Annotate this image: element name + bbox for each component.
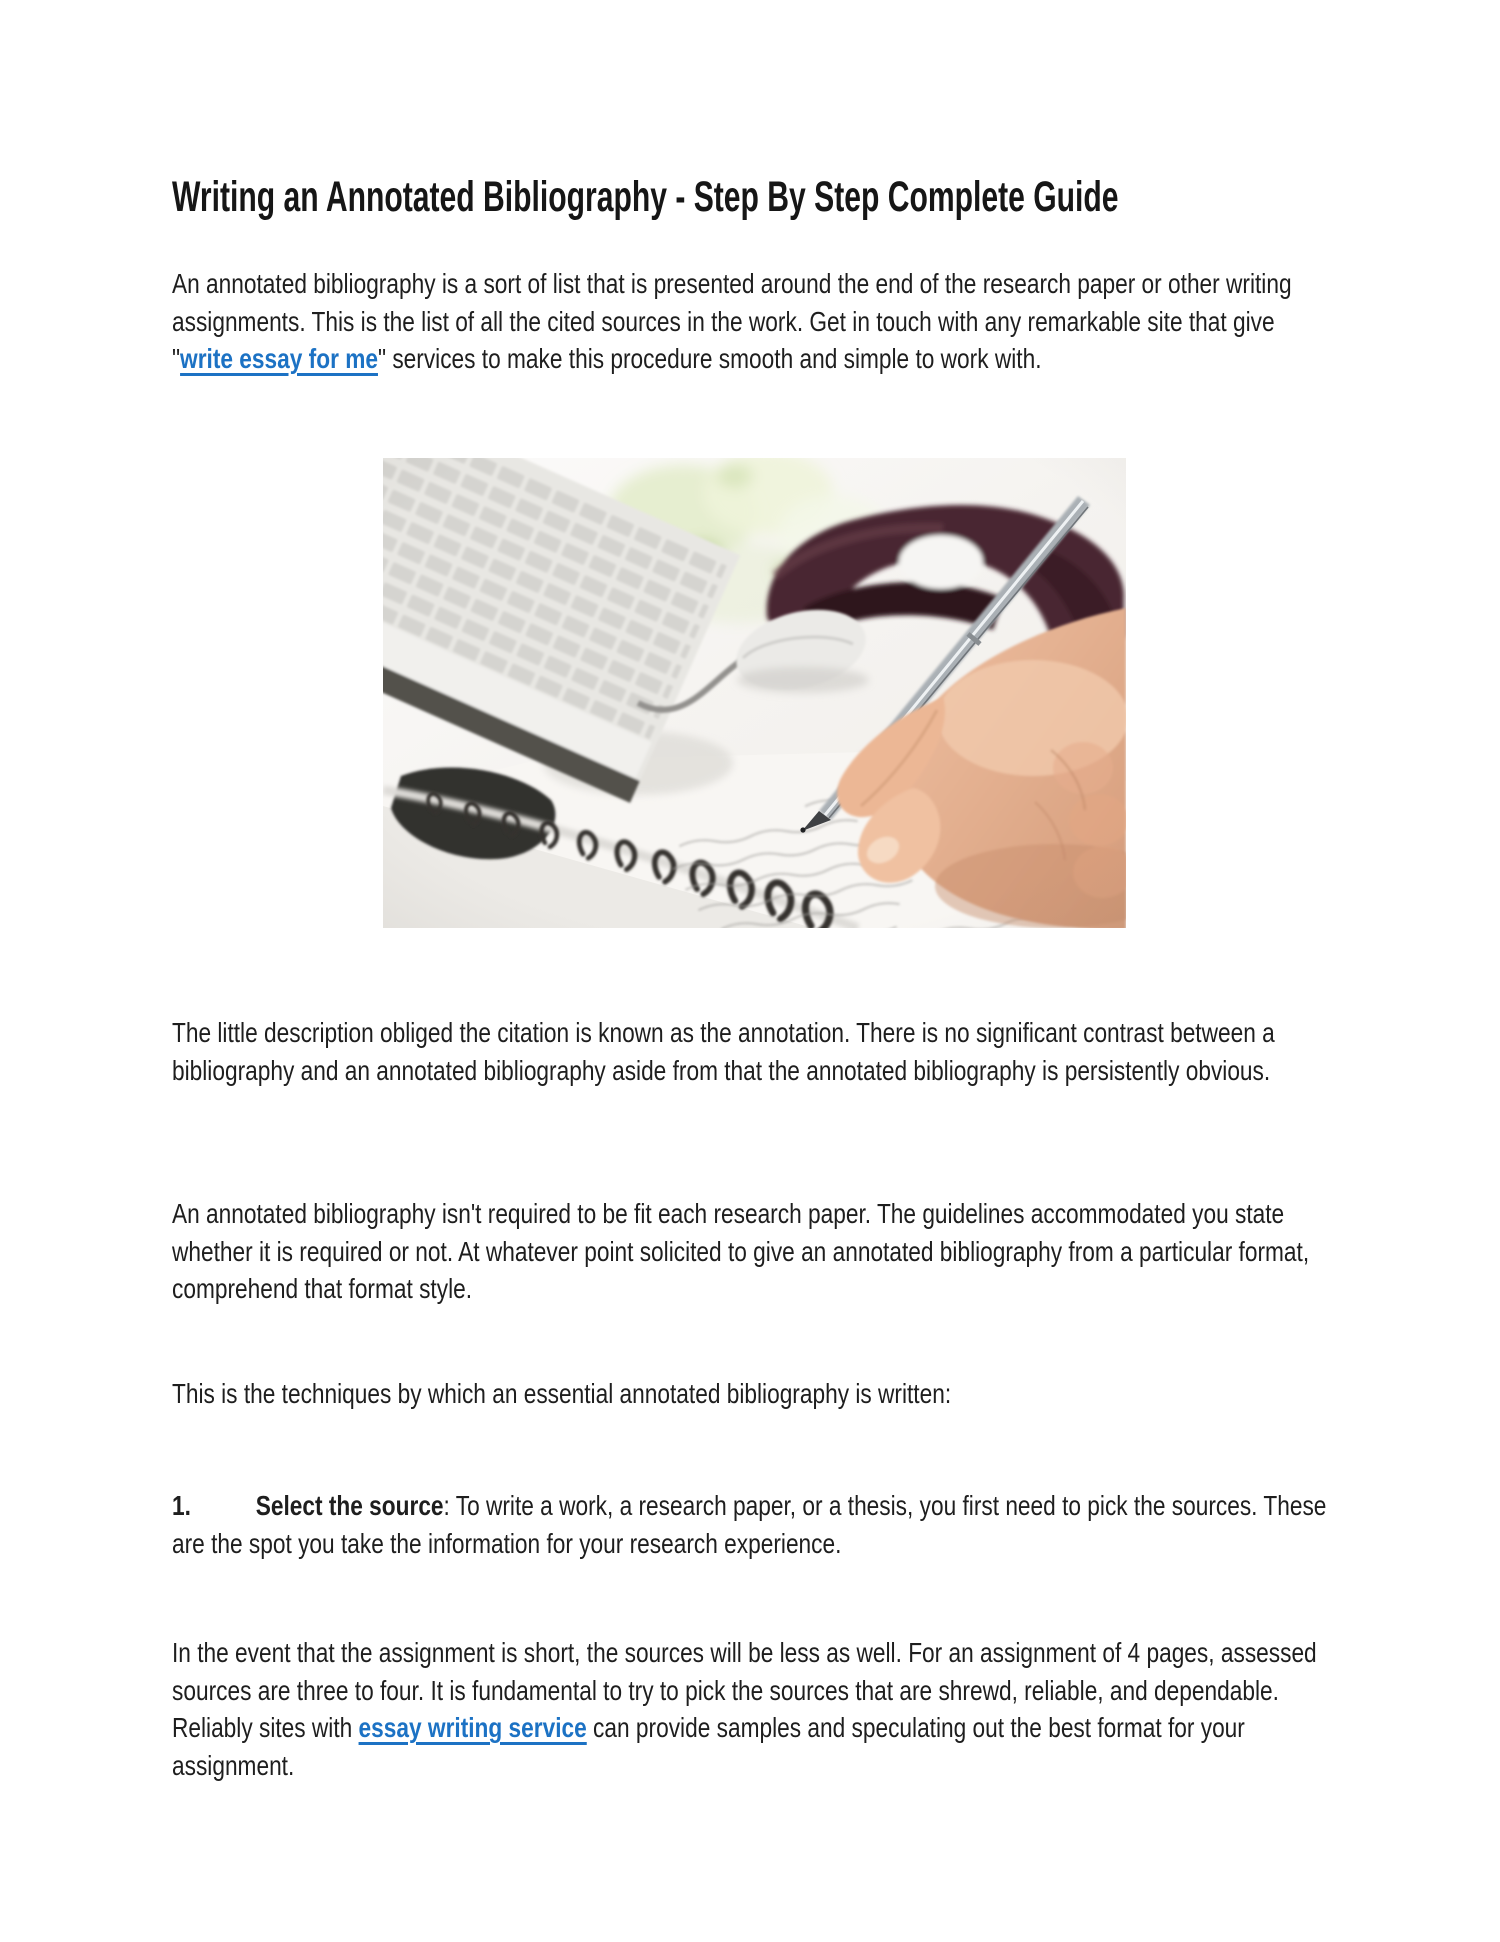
- page-title: Writing an Annotated Bibliography - Step By Step Complete Guide: [172, 173, 1119, 221]
- paragraph-requirement: [172, 1195, 1500, 1308]
- article-photo-illustration: [383, 458, 1126, 928]
- paragraph-text: The little description obliged the citation is known as the annotation. There is no significant contrast between a bibliography and an annotated bibliography aside from that the annotated bibliography is persistently obvious.: [172, 1017, 1275, 1086]
- paragraph-intro: [172, 265, 1500, 378]
- paragraph-annotation: [172, 1014, 1500, 1089]
- list-item-lead: Select the source: [255, 1490, 444, 1521]
- paragraph-text: An annotated bibliography is a sort of list that is presented around the end of the research paper or other writing assignments. This is the list of all the cited sources in the work. Get in touch with any remarkable site that give ": [172, 268, 1292, 374]
- list-item-number: 1.: [172, 1490, 191, 1521]
- paragraph-techniques-lead: [172, 1375, 1500, 1413]
- paragraph-text: can provide samples and speculating out the best format for your assignment.: [172, 1712, 1245, 1781]
- paragraph-text: An annotated bibliography isn't required to be fit each research paper. The guidelines accommodated you state whether it is required or not. At whatever point solicited to give an annotated bibliography from a particular format, comprehend that format style.: [172, 1198, 1310, 1304]
- title-block: [172, 172, 1500, 222]
- write-essay-for-me-link[interactable]: write essay for me: [180, 343, 378, 374]
- article-photo: [383, 458, 1126, 928]
- paragraph-text: In the event that the assignment is short, the sources will be less as well. For an assignment of 4 pages, assessed sources are three to four. It is fundamental to try to pick the sources that are shrewd, reliable, and dependable. Reliably sites with: [172, 1637, 1317, 1743]
- essay-writing-service-link[interactable]: essay writing service: [358, 1712, 587, 1743]
- paragraph-text: : To write a work, a research paper, or a thesis, you first need to pick the sources. These are the spot you take the information for your research experience.: [172, 1490, 1327, 1559]
- paragraph-text: This is the techniques by which an essential annotated bibliography is written:: [172, 1378, 952, 1409]
- list-item-select-source: [172, 1487, 1500, 1562]
- paragraph-sources: [172, 1634, 1500, 1784]
- paragraph-text: " services to make this procedure smooth and simple to work with.: [377, 343, 1042, 374]
- photo-vignette: [383, 458, 1126, 928]
